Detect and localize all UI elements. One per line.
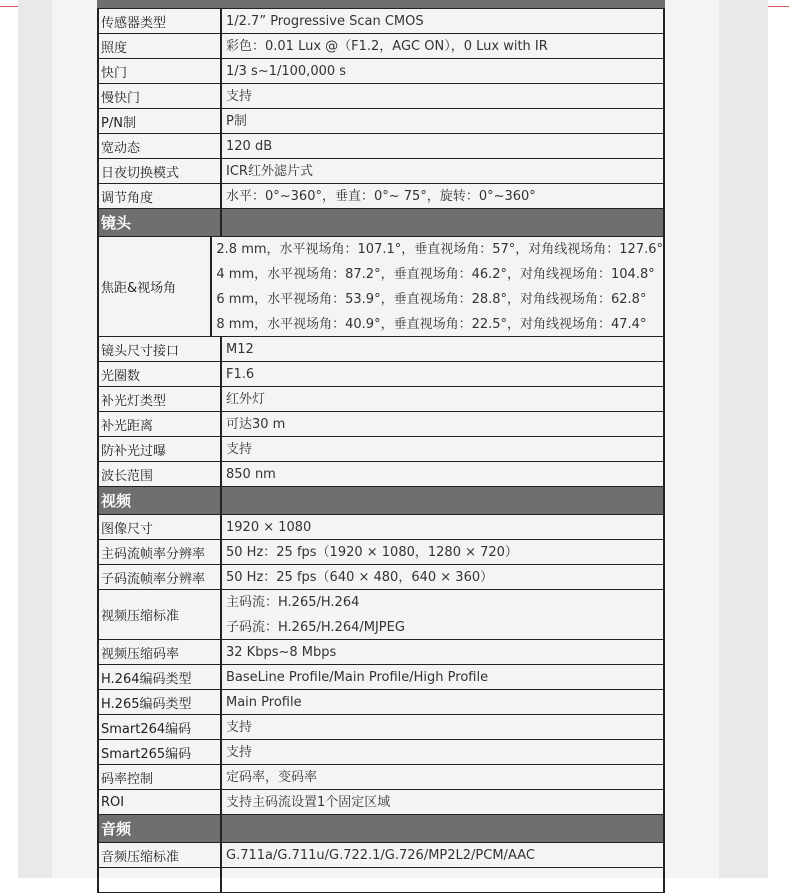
spec-value: 1/3 s~1/100,000 s	[226, 63, 347, 79]
spec-value-cell	[222, 59, 665, 83]
spec-label: 视频压缩码率	[97, 640, 222, 664]
spec-label: H.265编码类型	[97, 690, 222, 714]
spec-value: 定码率，变码率	[226, 769, 318, 785]
spec-value: 2.8 mm，水平视场角：107.1°，垂直视场角：57°，对角线视场角：127.6°	[216, 241, 663, 257]
spec-value-cell	[222, 590, 665, 639]
spec-row	[97, 765, 665, 790]
spec-row	[97, 843, 665, 868]
spec-value: 120 dB	[226, 138, 273, 154]
spec-value-cell	[222, 790, 665, 814]
spec-row	[97, 337, 665, 362]
spec-value: 1920 × 1080	[226, 519, 312, 535]
spec-label: 防补光过曝	[97, 437, 222, 461]
section-title: 镜头	[97, 209, 222, 236]
spec-value: 子码流：H.265/H.264/MJPEG	[226, 619, 405, 635]
spec-value-cell	[222, 362, 665, 386]
spec-row	[97, 565, 665, 590]
spec-value: 彩色：0.01 Lux @（F1.2，AGC ON），0 Lux with IR	[226, 38, 548, 54]
spec-value-cell	[222, 34, 665, 58]
spec-label: 传感器类型	[97, 9, 222, 33]
spec-row	[97, 109, 665, 134]
spec-row	[97, 715, 665, 740]
spec-label: 宽动态	[97, 134, 222, 158]
spec-value: ICR红外滤片式	[226, 163, 313, 179]
spec-value-cell	[222, 515, 665, 539]
spec-row	[97, 437, 665, 462]
spec-value-cell	[222, 487, 665, 514]
spec-value: 支持主码流设置1个固定区域	[226, 794, 391, 810]
spec-value-cell	[222, 134, 665, 158]
spec-row	[97, 462, 665, 487]
spec-value: 6 mm，水平视场角：53.9°，垂直视场角：28.8°，对角线视场角：62.8°	[216, 291, 647, 307]
spec-label: 日夜切换模式	[97, 159, 222, 183]
spec-row	[97, 590, 665, 640]
section-header	[97, 487, 665, 515]
spec-value-cell	[222, 159, 665, 183]
spec-value: 1/2.7” Progressive Scan CMOS	[226, 13, 424, 29]
spec-value: F1.6	[226, 366, 255, 382]
spec-value: P制	[226, 113, 247, 129]
spec-value-cell	[222, 815, 665, 842]
spec-label: ROI	[97, 790, 222, 814]
spec-label: P/N制	[97, 109, 222, 133]
spec-value: M12	[226, 341, 254, 357]
spec-row	[97, 387, 665, 412]
spec-row	[97, 690, 665, 715]
spec-value-cell	[222, 337, 665, 361]
spec-row	[97, 362, 665, 387]
spec-label: 慢快门	[97, 84, 222, 108]
spec-label: 照度	[97, 34, 222, 58]
spec-value-cell	[222, 765, 665, 789]
spec-label: 补光距离	[97, 412, 222, 436]
section-header	[97, 815, 665, 843]
spec-value-cell	[222, 665, 665, 689]
spec-value: 50 Hz：25 fps（1920 × 1080，1280 × 720）	[226, 544, 518, 560]
spec-label: 镜头尺寸接口	[97, 337, 222, 361]
spec-value: 850 nm	[226, 466, 276, 482]
spec-value-cell	[222, 540, 665, 564]
spec-value: 可达30 m	[226, 416, 286, 432]
spec-label: H.264编码类型	[97, 665, 222, 689]
spec-label: 图像尺寸	[97, 515, 222, 539]
spec-label: 补光灯类型	[97, 387, 222, 411]
spec-label: 主码流帧率分辨率	[97, 540, 222, 564]
spec-value-cell	[222, 462, 665, 486]
spec-row	[97, 540, 665, 565]
spec-row	[97, 740, 665, 765]
section-title: 视频	[97, 487, 222, 514]
spec-value-cell	[222, 868, 665, 892]
spec-value: 4 mm，水平视场角：87.2°，垂直视场角：46.2°，对角线视场角：104.8°	[216, 266, 655, 282]
spec-row	[97, 237, 665, 337]
spec-row	[97, 9, 665, 34]
spec-row	[97, 790, 665, 815]
spec-label: 调节角度	[97, 184, 222, 208]
spec-row	[97, 665, 665, 690]
spec-value-cell	[222, 209, 665, 236]
spec-value-cell	[222, 640, 665, 664]
spec-label: 码率控制	[97, 765, 222, 789]
spec-label: Smart264编码	[97, 715, 222, 739]
spec-label: 快门	[97, 59, 222, 83]
spec-value: 8 mm，水平视场角：40.9°，垂直视场角：22.5°，对角线视场角：47.4°	[216, 316, 647, 332]
spec-row	[97, 640, 665, 665]
spec-value: 支持	[226, 88, 253, 104]
spec-row	[97, 59, 665, 84]
spec-value: 50 Hz：25 fps（640 × 480，640 × 360）	[226, 569, 494, 585]
spec-value: 32 Kbps~8 Mbps	[226, 644, 337, 660]
spec-label: 光圈数	[97, 362, 222, 386]
spec-row	[97, 84, 665, 109]
spec-label: 焦距&视场角	[97, 237, 212, 336]
spec-value: 支持	[226, 441, 253, 457]
spec-value: 主码流：H.265/H.264	[226, 594, 360, 610]
spec-value-cell	[222, 9, 665, 33]
spec-value: 支持	[226, 744, 253, 760]
spec-value-cell	[222, 412, 665, 436]
spec-row	[97, 34, 665, 59]
spec-value: G.711a/G.711u/G.722.1/G.726/MP2L2/PCM/AAC	[226, 847, 535, 863]
spec-label: 波长范围	[97, 462, 222, 486]
spec-value: 红外灯	[226, 391, 266, 407]
spec-row	[97, 868, 665, 893]
spec-value: 支持	[226, 719, 253, 735]
spec-value-cell	[222, 84, 665, 108]
spec-row	[97, 159, 665, 184]
spec-value-cell	[222, 437, 665, 461]
spec-label	[97, 868, 222, 892]
spec-label: Smart265编码	[97, 740, 222, 764]
section-title: 音频	[97, 815, 222, 842]
spec-value-cell	[222, 184, 665, 208]
spec-value-cell	[222, 740, 665, 764]
spec-label: 视频压缩标准	[97, 590, 222, 639]
spec-value-cell	[212, 237, 665, 336]
spec-value-cell	[222, 565, 665, 589]
spec-row	[97, 412, 665, 437]
spec-value-cell	[222, 690, 665, 714]
spec-value: 水平：0°~360°，垂直：0°~ 75°，旋转：0°~360°	[226, 188, 536, 204]
spec-value: Main Profile	[226, 694, 302, 710]
spec-label: 音频压缩标准	[97, 843, 222, 867]
spec-value	[226, 868, 663, 892]
spec-value-cell	[222, 387, 665, 411]
spec-row	[97, 515, 665, 540]
spec-table	[97, 9, 665, 893]
section-header	[97, 209, 665, 237]
spec-row	[97, 134, 665, 159]
spec-value-cell	[222, 715, 665, 739]
spec-value-cell	[222, 109, 665, 133]
spec-label: 子码流帧率分辨率	[97, 565, 222, 589]
spec-value: BaseLine Profile/Main Profile/High Profile	[226, 669, 489, 685]
spec-value-cell	[222, 843, 665, 867]
spec-row	[97, 184, 665, 209]
